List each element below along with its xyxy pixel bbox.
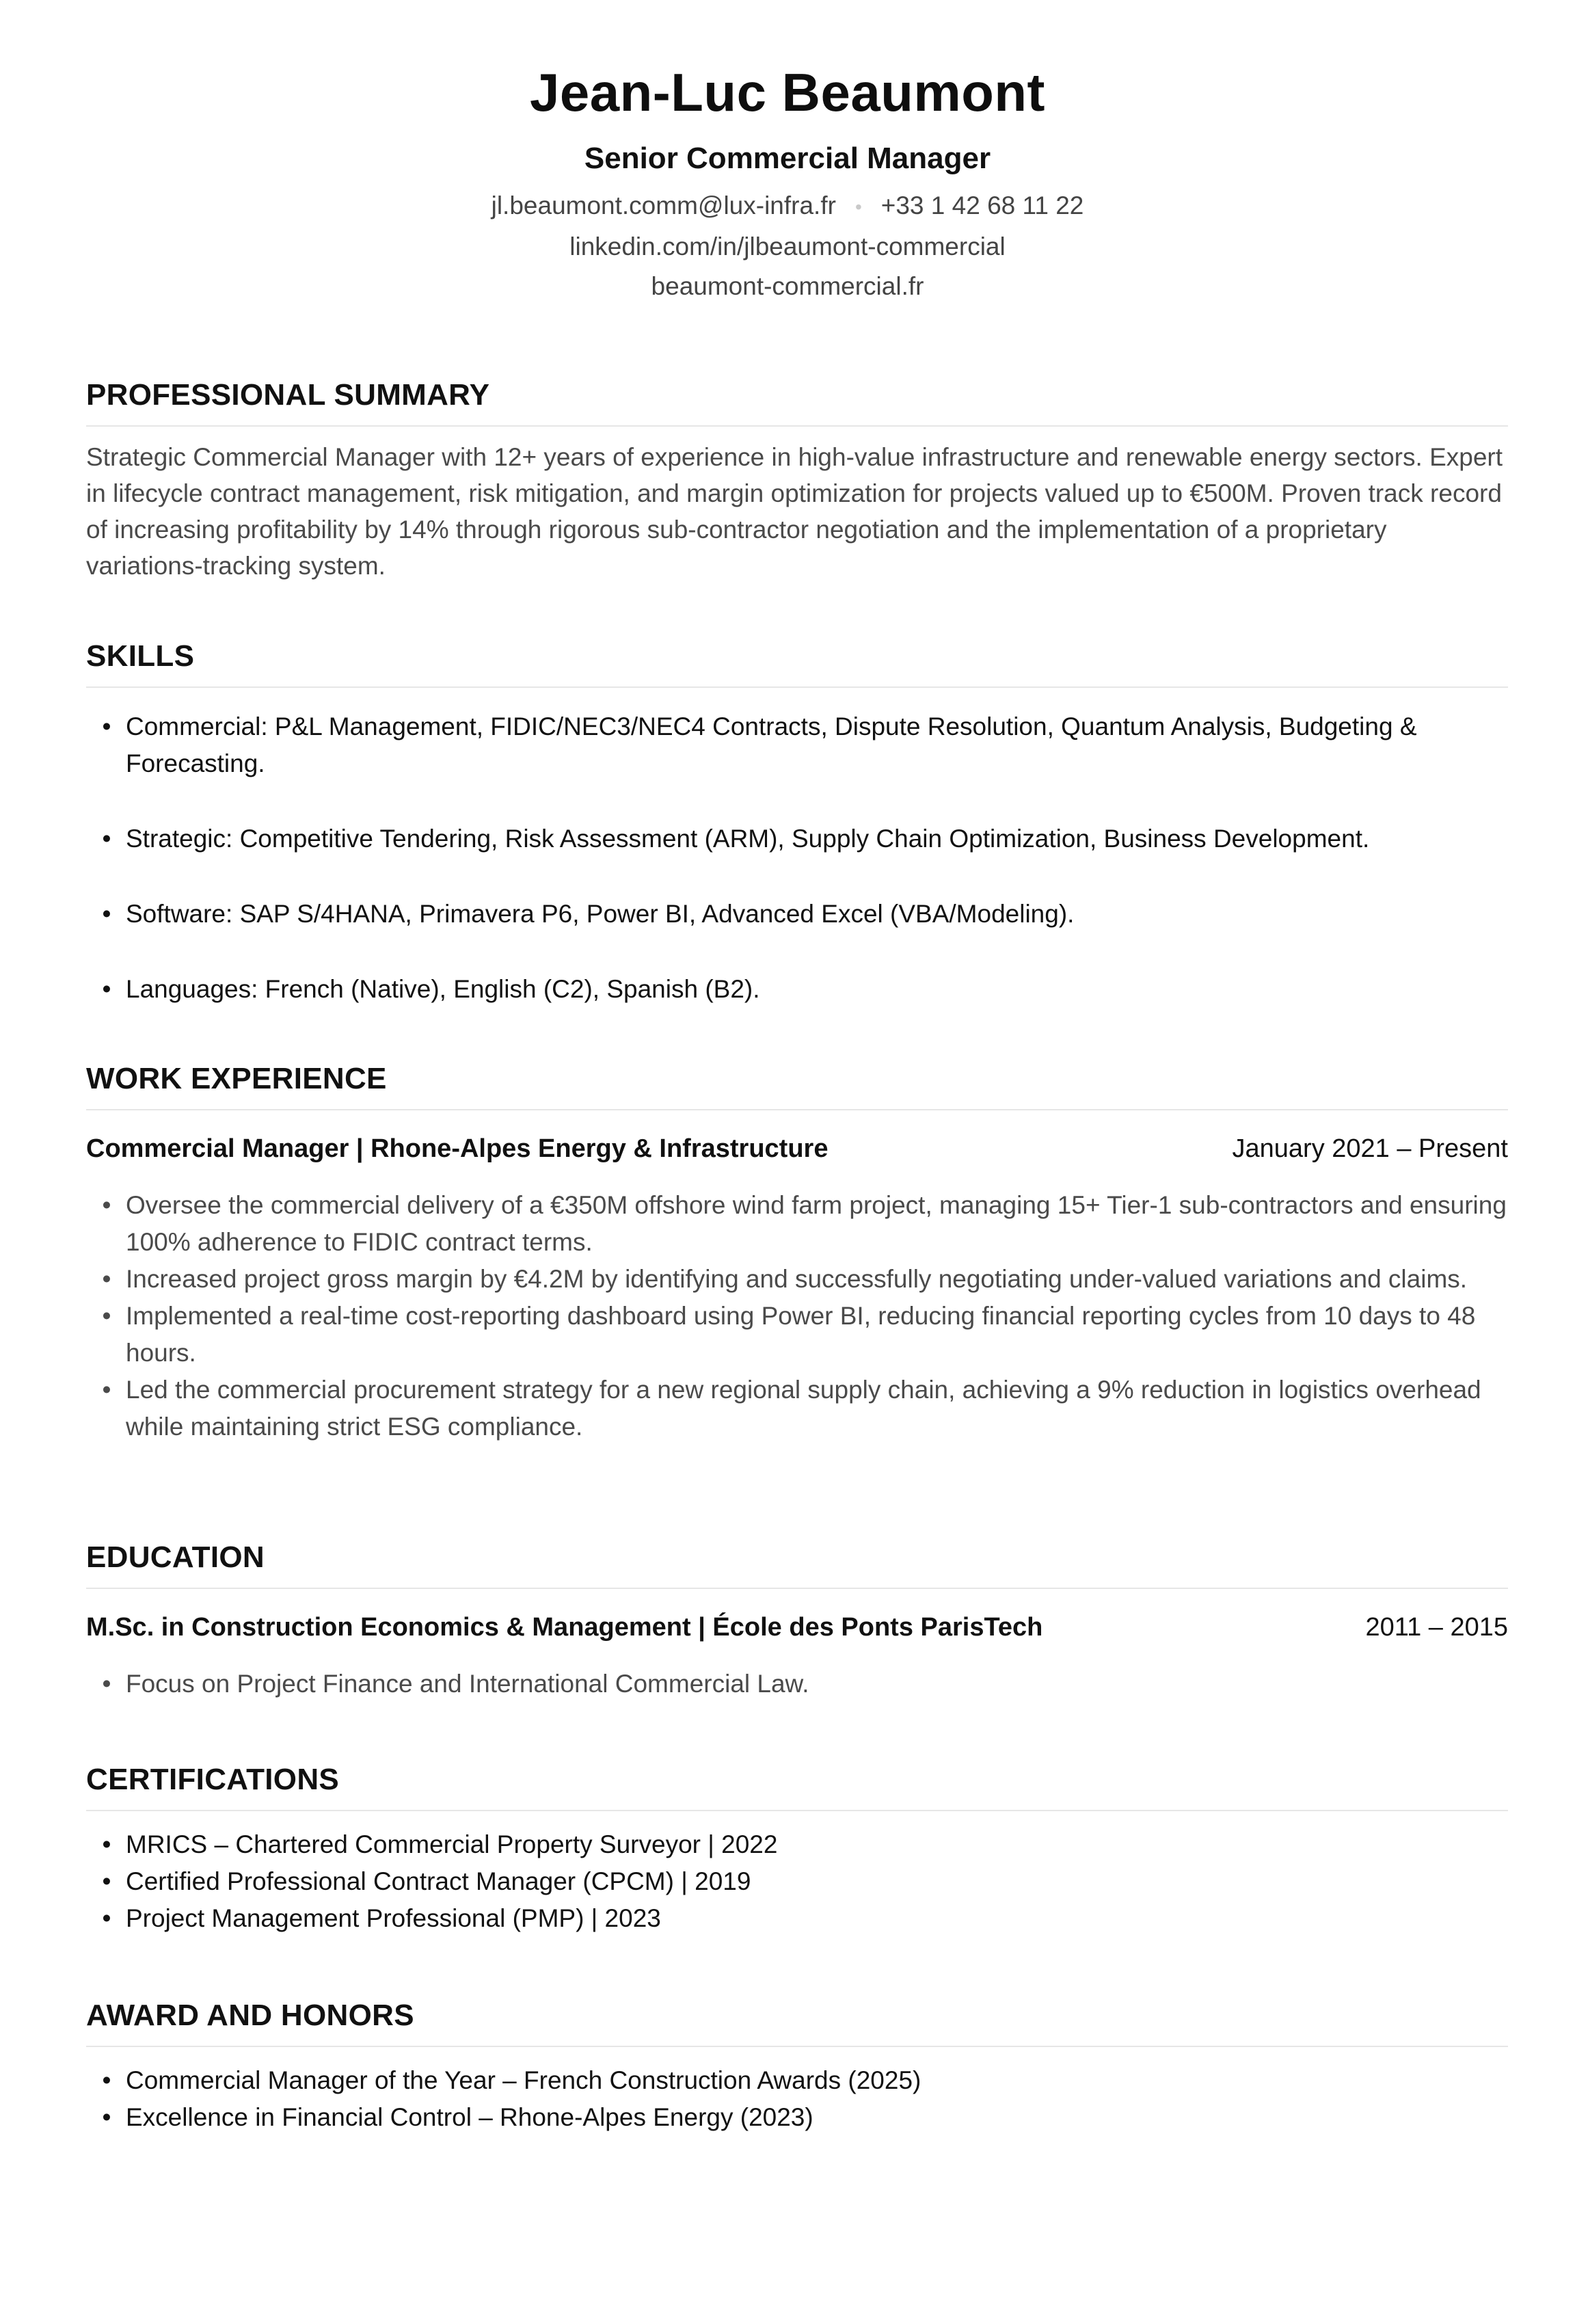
bullet-icon: • [102,1670,111,1698]
bullet-icon: • [102,975,111,1003]
certifications-list [86,1826,1508,1937]
bullet-icon: • [102,825,111,853]
experience-bullets [86,1187,1508,1445]
bullet-icon: • [102,1904,111,1932]
award-text: Commercial Manager of the Year – French Construction Awards (2025) [126,2066,921,2094]
certification-text: Project Management Professional (PMP) | 2023 [126,1904,661,1932]
bullet-icon: • [102,2066,111,2094]
education-bullet [86,1666,1508,1702]
award-item [86,2099,1508,2136]
bullet-icon: • [102,1867,111,1895]
experience-bullet [86,1298,1508,1372]
summary-section [86,376,1508,584]
skills-section [86,637,1508,1008]
awards-section [86,1996,1508,2136]
section-heading-summary: PROFESSIONAL SUMMARY [86,376,1508,427]
section-heading-education: EDUCATION [86,1538,1508,1589]
experience-bullet-text: Increased project gross margin by €4.2M by identifying and successfully negotiating under-valued variations and claims. [126,1265,1468,1293]
candidate-name: Jean-Luc Beaumont [530,62,1045,122]
experience-bullet [86,1261,1508,1298]
bullet-icon: • [102,1830,111,1858]
certification-item [86,1863,1508,1900]
linkedin-link[interactable]: linkedin.com/in/jlbeaumont-commercial [569,232,1006,261]
experience-bullet [86,1187,1508,1261]
contact-line-primary [0,186,1575,227]
resume-header [0,60,1575,306]
skill-item [86,896,1508,933]
experience-entry-header [86,1131,1508,1166]
email-link[interactable]: jl.beaumont.comm@lux-infra.fr [491,191,836,219]
bullet-icon: • [102,1376,111,1404]
bullet-icon: • [102,900,111,928]
award-item [86,2062,1508,2099]
certification-item [86,1826,1508,1863]
certification-item [86,1900,1508,1937]
education-entry-header [86,1610,1508,1645]
certification-text: Certified Professional Contract Manager (CPCM) | 2019 [126,1867,751,1895]
certifications-section [86,1761,1508,1937]
education-bullet-text: Focus on Project Finance and International Commercial Law. [126,1670,809,1698]
experience-bullet-text: Implemented a real-time cost-reporting dashboard using Power BI, reducing financial reporting cycles from 10 days to 48 hours. [126,1302,1476,1367]
education-section [86,1538,1508,1702]
bullet-icon: • [102,1265,111,1293]
award-text: Excellence in Financial Control – Rhone-Alpes Energy (2023) [126,2103,813,2131]
experience-bullet [86,1372,1508,1445]
experience-dates: January 2021 – Present [1232,1134,1508,1163]
skill-item [86,708,1508,782]
skill-item [86,820,1508,857]
skill-text: Languages: French (Native), English (C2), Spanish (B2). [126,975,760,1003]
experience-role: Commercial Manager | Rhone-Alpes Energy & Infrastructure [86,1134,829,1163]
education-degree: M.Sc. in Construction Economics & Management | École des Ponts ParisTech [86,1613,1043,1642]
certification-text: MRICS – Chartered Commercial Property Surveyor | 2022 [126,1830,778,1858]
contact-info [0,186,1575,306]
skill-text: Software: SAP S/4HANA, Primavera P6, Power BI, Advanced Excel (VBA/Modeling). [126,900,1075,928]
experience-section [86,1060,1508,1445]
section-heading-experience: WORK EXPERIENCE [86,1060,1508,1110]
candidate-title: Senior Commercial Manager [584,142,991,175]
phone-number[interactable]: +33 1 42 68 11 22 [880,191,1084,219]
bullet-icon: • [102,712,111,740]
bullet-icon: • [102,2103,111,2131]
contact-separator: • [854,196,862,218]
awards-list [86,2062,1508,2136]
summary-text: Strategic Commercial Manager with 12+ years of experience in high-value infrastructure and renewable energy sectors. Expert in lifecycle contract management, risk mitigation, and margin optimization for projects valued up to €500M. Proven track record of increasing profitability by 14% through rigorous sub-contractor negotiation and the implementation of a proprietary variations-tracking system. [86,443,1503,580]
section-heading-skills: SKILLS [86,637,1508,688]
website-link[interactable]: beaumont-commercial.fr [651,272,924,301]
skill-text: Commercial: P&L Management, FIDIC/NEC3/NEC4 Contracts, Dispute Resolution, Quantum Analysis, Budgeting & Forecasting. [126,712,1417,777]
bullet-icon: • [102,1302,111,1330]
education-dates: 2011 – 2015 [1365,1613,1508,1642]
skill-text: Strategic: Competitive Tendering, Risk Assessment (ARM), Supply Chain Optimization, Business Development. [126,825,1370,853]
experience-bullet-text: Led the commercial procurement strategy for a new regional supply chain, achieving a 9% reduction in logistics overhead while maintaining strict ESG compliance. [126,1376,1481,1441]
experience-bullet-text: Oversee the commercial delivery of a €350M offshore wind farm project, managing 15+ Tier-1 sub-contractors and ensuring 100% adherence to FIDIC contract terms. [126,1191,1507,1256]
bullet-icon: • [102,1191,111,1219]
skill-item [86,971,1508,1008]
education-bullets [86,1666,1508,1702]
skills-list [86,708,1508,1008]
section-heading-certifications: CERTIFICATIONS [86,1761,1508,1811]
section-heading-awards: AWARD AND HONORS [86,1996,1508,2047]
